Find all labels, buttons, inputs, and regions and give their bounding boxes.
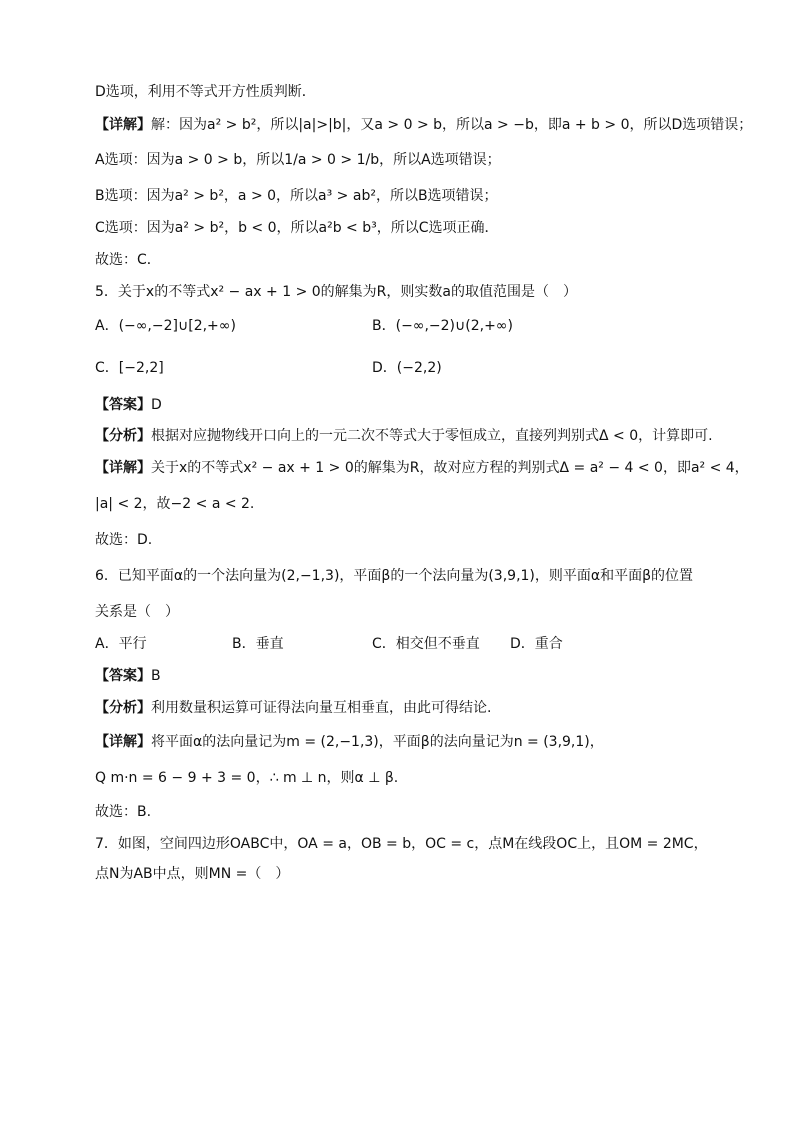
q6-analysis: 【分析】利用数量积运算可证得法向量互相垂直，由此可得结论. [95,700,492,716]
q6-option-a: A．平行 [95,636,147,652]
q6-stem: 6．已知平面α的一个法向量为(2,−1,3)，平面β的一个法向量为(3,9,1)，则平面α和平面β的位置 [95,568,694,584]
q5-choose: 故选：D. [95,532,153,548]
q6-option-c: C．相交但不垂直 [372,636,480,652]
q5-answer: 【答案】D [95,397,162,413]
q5-option-c: C．[−2,2] [95,360,164,376]
q4-detail: 【详解】解：因为a² > b²，所以|a|>|b|，又a > 0 > b，所以a > −b，即a + b > 0，所以D选项错误； [95,117,753,133]
q5-detail: 【详解】关于x的不等式x² − ax + 1 > 0的解集为R，故对应方程的判别式Δ = a² − 4 < 0，即a² < 4， [95,460,749,476]
q4-d-note: D选项，利用不等式开方性质判断． [95,84,316,100]
q5-analysis: 【分析】根据对应抛物线开口向上的一元二次不等式大于零恒成立，直接列判别式Δ < 0，计算即可. [95,428,713,444]
q5-stem: 5．关于x的不等式x² − ax + 1 > 0的解集为R，则实数a的取值范围是（ ） [95,284,577,300]
q7-stem-cont: 点N为AB中点，则MN =（ ） [95,866,290,882]
q6-option-b: B．垂直 [232,636,284,652]
q5-option-b: B．(−∞,−2)∪(2,+∞) [372,318,513,334]
q5-option-a: A．(−∞,−2]∪[2,+∞) [95,318,236,334]
q6-option-d: D．重合 [510,636,563,652]
q6-answer: 【答案】B [95,668,161,684]
q4-choose: 故选：C． [95,252,161,268]
q7-stem: 7．如图，空间四边形OABC中，OA = a，OB = b，OC = c，点M在线段OC上，且OM = 2MC， [95,836,708,852]
q6-detail-cont: Q m·n = 6 − 9 + 3 = 0，∴ m ⊥ n，则α ⊥ β. [95,770,399,786]
q6-choose: 故选：B. [95,804,152,820]
q6-detail: 【详解】将平面α的法向量记为m = (2,−1,3)，平面β的法向量记为n = (3,9,1)， [95,734,604,750]
q6-stem-cont: 关系是（ ） [95,604,179,620]
q4-option-a-analysis: A选项：因为a > 0 > b，所以1/a > 0 > 1/b，所以A选项错误； [95,152,501,168]
detail-tag: 【详解】 [95,117,151,133]
q5-option-d: D．(−2,2) [372,360,442,376]
q5-detail-cont: |a| < 2，故−2 < a < 2. [95,496,255,512]
q4-option-c-analysis: C选项：因为a² > b²，b < 0，所以a²b < b³，所以C选项正确． [95,220,499,236]
q4-option-b-analysis: B选项：因为a² > b²，a > 0，所以a³ > ab²，所以B选项错误； [95,188,498,204]
